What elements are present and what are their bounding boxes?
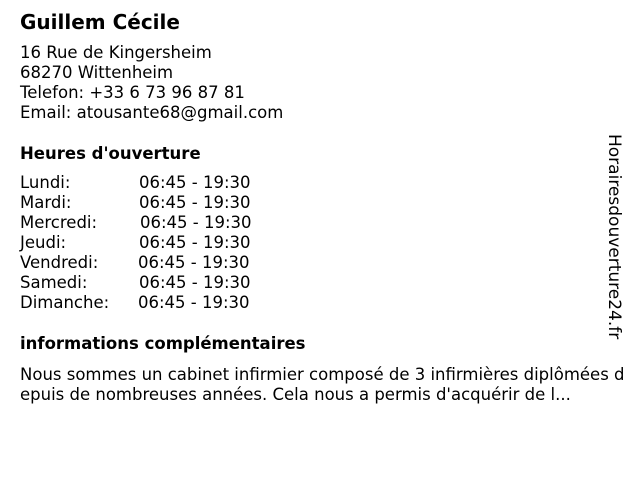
hours-row-monday [20,173,320,193]
additional-info-heading: informations complémentaires [20,334,306,353]
hours-row-tuesday [20,193,320,213]
hours-row-sunday [20,293,320,313]
day-label: Mardi: [20,193,72,212]
email-line: Email: atousante68@gmail.com [20,103,284,122]
site-watermark: Horairesdouverture24.fr [604,134,624,340]
hours-row-thursday [20,233,320,253]
hours-row-saturday [20,273,320,293]
time-range: 06:45 - 19:30 [139,173,251,192]
additional-info-text: Nous sommes un cabinet infirmier composé de 3 infirmières diplômées depuis de nombreuses années. Cela nous a permis d'acquérir de l... [20,365,625,404]
opening-hours-heading: Heures d'ouverture [20,144,201,163]
address-city: 68270 Wittenheim [20,63,174,82]
day-label: Mercredi: [20,213,98,232]
time-range: 06:45 - 19:30 [139,273,251,292]
address-street: 16 Rue de Kingersheim [20,43,212,62]
phone-line: Telefon: +33 6 73 96 87 81 [20,83,245,102]
day-label: Jeudi: [20,233,67,252]
hours-row-wednesday [20,213,320,233]
day-label: Dimanche: [20,293,110,312]
time-range: 06:45 - 19:30 [139,193,251,212]
day-label: Vendredi: [20,253,99,272]
time-range: 06:45 - 19:30 [138,293,250,312]
time-range: 06:45 - 19:30 [140,213,252,232]
hours-row-friday [20,253,320,273]
day-label: Samedi: [20,273,88,292]
business-name: Guillem Cécile [20,10,180,34]
day-label: Lundi: [20,173,71,192]
time-range: 06:45 - 19:30 [138,253,250,272]
time-range: 06:45 - 19:30 [139,233,251,252]
